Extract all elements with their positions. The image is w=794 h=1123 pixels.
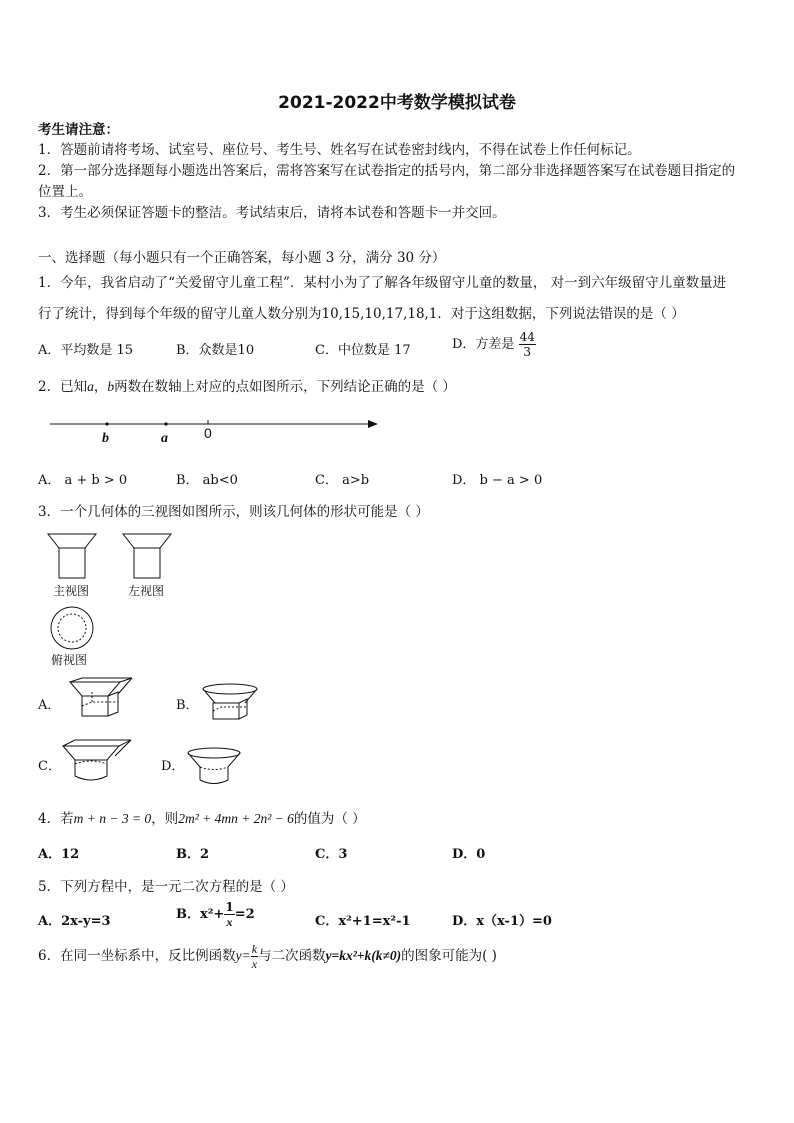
q4-stem-mid: ，则 [151,811,179,827]
q1-option-a: A．平均数是 15 [38,343,134,358]
q2-option-b: B． ab<0 [176,473,238,488]
q5-stem: 5．下列方程中，是一元二次方程的是（ ） [38,879,294,895]
q3-option-b-figure [201,683,259,723]
q3-option-c-label: C． [38,759,61,774]
q2-stem-prefix: 2．已知 [38,379,88,395]
q5-option-b-fraction [224,900,234,929]
fraction-denominator: x [251,957,258,971]
q2-stem-suffix: 两数在数轴上对应的点如图所示，下列结论正确的是（ ） [114,379,456,395]
notice-item-2: 2．第一部分选择题每小题选出答案后，需将答案写在试卷指定的括号内，第二部分非选择题答案写在试卷题目指定的 [38,163,736,179]
q3-option-d-figure [186,747,242,787]
q1-option-b: B．众数是10 [176,343,255,358]
q2-option-d: D． b − a > 0 [452,473,543,488]
number-line-label-0: 0 [204,425,212,441]
q2-option-a: A． a + b > 0 [38,473,128,488]
q6-inverse-fraction [251,942,258,971]
number-line-label-a: a [161,431,168,446]
point-a [164,422,167,425]
q4-stem [38,807,366,827]
top-view-figure [49,605,95,651]
q6-stem-prefix: 6．在同一坐标系中，反比例函数 [38,948,236,964]
notice-item-3: 3．考生必须保证答题卡的整洁。考试结束后，请将本试卷和答题卡一并交回。 [38,205,506,221]
q2-comma: ， [93,379,108,395]
number-line [48,416,383,436]
fraction-denominator: x [226,915,233,929]
fraction-numerator: 1 [225,900,234,914]
q2-var-b: b [107,379,115,394]
q5-option-b [176,900,255,929]
q4-option-a: A．12 [38,847,80,862]
q2-option-c: C． a>b [315,473,370,488]
front-view-figure [47,533,97,581]
q5-option-b-suffix: =2 [234,907,255,922]
q4-expression: 2m² + 4mn + 2n² − 6 [178,811,294,826]
q1-option-d-prefix: D．方差是 [452,337,515,352]
q6-inverse-function-lhs: y= [235,948,251,963]
notice-item-1: 1．答题前请将考场、试室号、座位号、考生号、姓名写在试卷密封线内，不得在试卷上作任何标记。 [38,142,641,158]
q3-stem: 3．一个几何体的三视图如图所示，则该几何体的形状可能是（ ） [38,504,429,520]
q4-condition: m + n − 3 = 0 [73,811,152,826]
q5-option-b-prefix: B．x²+ [176,907,225,922]
q1-stem-line2: 行了统计，得到每个年级的留守儿童人数分别为10,15,10,17,18,1．对于这组数据，下列说法错误的是（ ） [38,306,685,322]
q2-var-a: a [87,379,94,394]
q3-option-c-figure [61,740,133,784]
section-heading: 一、选择题（每小题只有一个正确答案，每小题 3 分，满分 30 分） [38,250,446,266]
q3-option-d-label: D． [161,759,185,774]
q4-stem-suffix: 的值为（ ） [293,811,366,827]
notice-heading: 考生请注意： [38,122,119,138]
q3-option-b-label: B． [176,698,199,713]
q5-option-c: C．x²+1=x²-1 [315,914,411,929]
point-b [105,422,108,425]
q1-option-c: C．中位数是 17 [315,343,411,358]
q4-option-c: C．3 [315,847,348,862]
fraction-denominator: 3 [523,345,532,359]
q3-option-a-figure [68,678,134,720]
q6-stem-mid: 与二次函数 [258,948,326,964]
q6-stem [38,942,497,971]
left-view-figure [122,533,172,581]
q1-option-d [452,330,536,359]
left-view-label: 左视图 [128,584,165,598]
q5-option-a: A．2x-y=3 [38,914,111,929]
q2-stem [38,375,456,395]
top-view-label: 俯视图 [51,653,88,667]
notice-item-2-cont: 位置上。 [38,184,92,200]
front-view-label: 主视图 [53,584,90,598]
q6-stem-suffix: 的图象可能为( ) [401,948,497,964]
q1-option-d-fraction [519,330,536,359]
q5-option-d: D．x（x-1）=0 [452,914,552,929]
fraction-numerator: k [251,942,258,956]
fraction-numerator: 44 [519,330,535,344]
arrow-head-icon [368,420,378,428]
q6-quadratic-function: y=kx²+k(k≠0) [325,948,402,963]
q4-option-d: D．0 [452,847,486,862]
q1-stem-line1: 1．今年，我省启动了“关爱留守儿童工程”．某村小为了了解各年级留守儿童的数量， 对一到六年级留守儿童数量进 [38,275,727,291]
q4-option-b: B．2 [176,847,210,862]
number-line-label-b: b [102,431,109,446]
page-title: 2021-2022中考数学模拟试卷 [278,93,516,113]
q3-option-a-label: A． [38,698,61,713]
q4-stem-prefix: 4．若 [38,811,74,827]
